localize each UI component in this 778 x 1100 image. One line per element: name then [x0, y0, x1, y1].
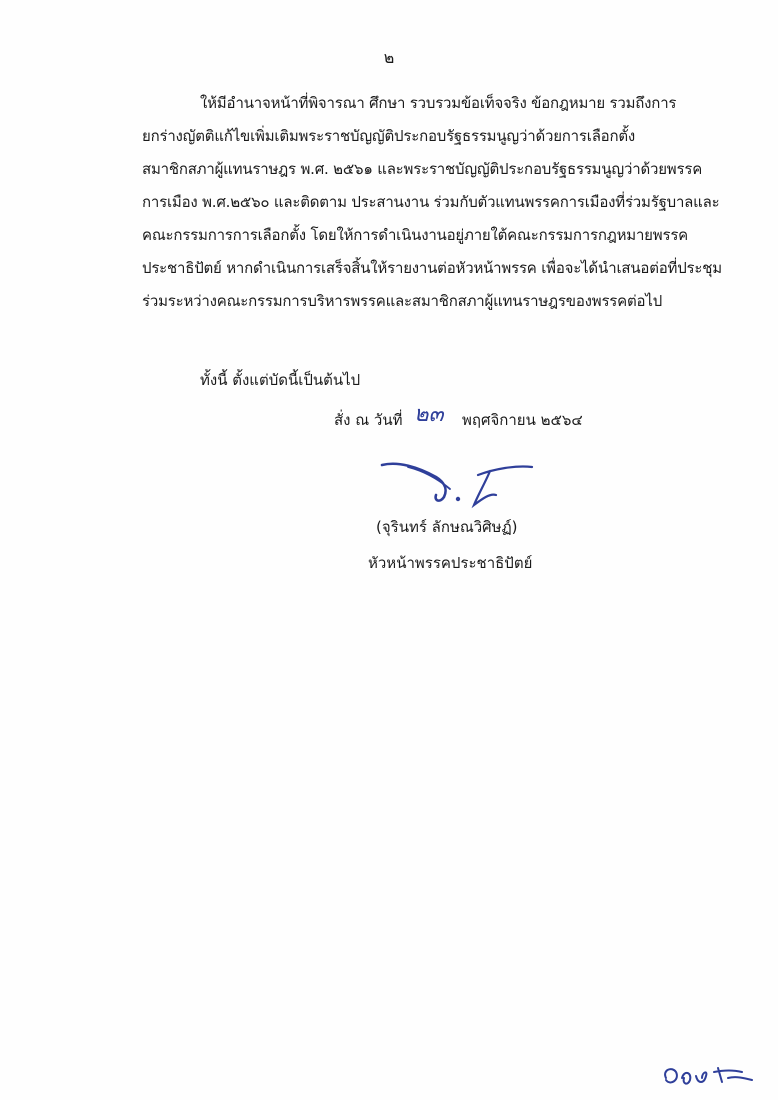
- paragraph-line: คณะกรรมการการเลือกตั้ง โดยให้การดำเนินงานอยู่ภายใต้คณะกรรมการกฎหมายพรรค: [142, 226, 689, 244]
- paragraph-line: ร่วมระหว่างคณะกรรมการบริหารพรรคและสมาชิกสภาผู้แทนราษฎรของพรรคต่อไป: [142, 292, 663, 310]
- handwritten-initials: [658, 1060, 758, 1090]
- paragraph-line: สมาชิกสภาผู้แทนราษฎร พ.ศ. ๒๕๖๑ และพระราชบัญญัติประกอบรัฐธรรมนูญว่าด้วยพรรค: [142, 160, 703, 178]
- date-prefix: สั่ง ณ วันที่: [334, 411, 403, 429]
- date-month-year: พฤศจิกายน ๒๕๖๔: [462, 411, 583, 429]
- signature-image: [378, 455, 538, 510]
- page-number: ๒: [383, 48, 395, 67]
- effective-statement: ทั้งนี้ ตั้งแต่บัดนี้เป็นต้นไป: [200, 371, 361, 389]
- paragraph-line: ยกร่างญัตติแก้ไขเพิ่มเติมพระราชบัญญัติประกอบรัฐธรรมนูญว่าด้วยการเลือกตั้ง: [142, 127, 636, 145]
- handwritten-day: ๒๓: [414, 402, 444, 427]
- signer-name: (จุรินทร์ ลักษณวิศิษฏ์): [376, 518, 518, 536]
- signer-title: หัวหน้าพรรคประชาธิปัตย์: [368, 554, 533, 572]
- paragraph-line: การเมือง พ.ศ.๒๕๖๐ และติดตาม ประสานงาน ร่วมกับตัวแทนพรรคการเมืองที่ร่วมรัฐบาลและ: [142, 193, 720, 211]
- order-date: [334, 402, 694, 450]
- paragraph-line: ให้มีอำนาจหน้าที่พิจารณา ศึกษา รวบรวมข้อเท็จจริง ข้อกฎหมาย รวมถึงการ: [200, 94, 677, 112]
- paragraph-line: ประชาธิปัตย์ หากดำเนินการเสร็จสิ้นให้รายงานต่อหัวหน้าพรรค เพื่อจะได้นำเสนอต่อที่ประชุม: [142, 259, 722, 277]
